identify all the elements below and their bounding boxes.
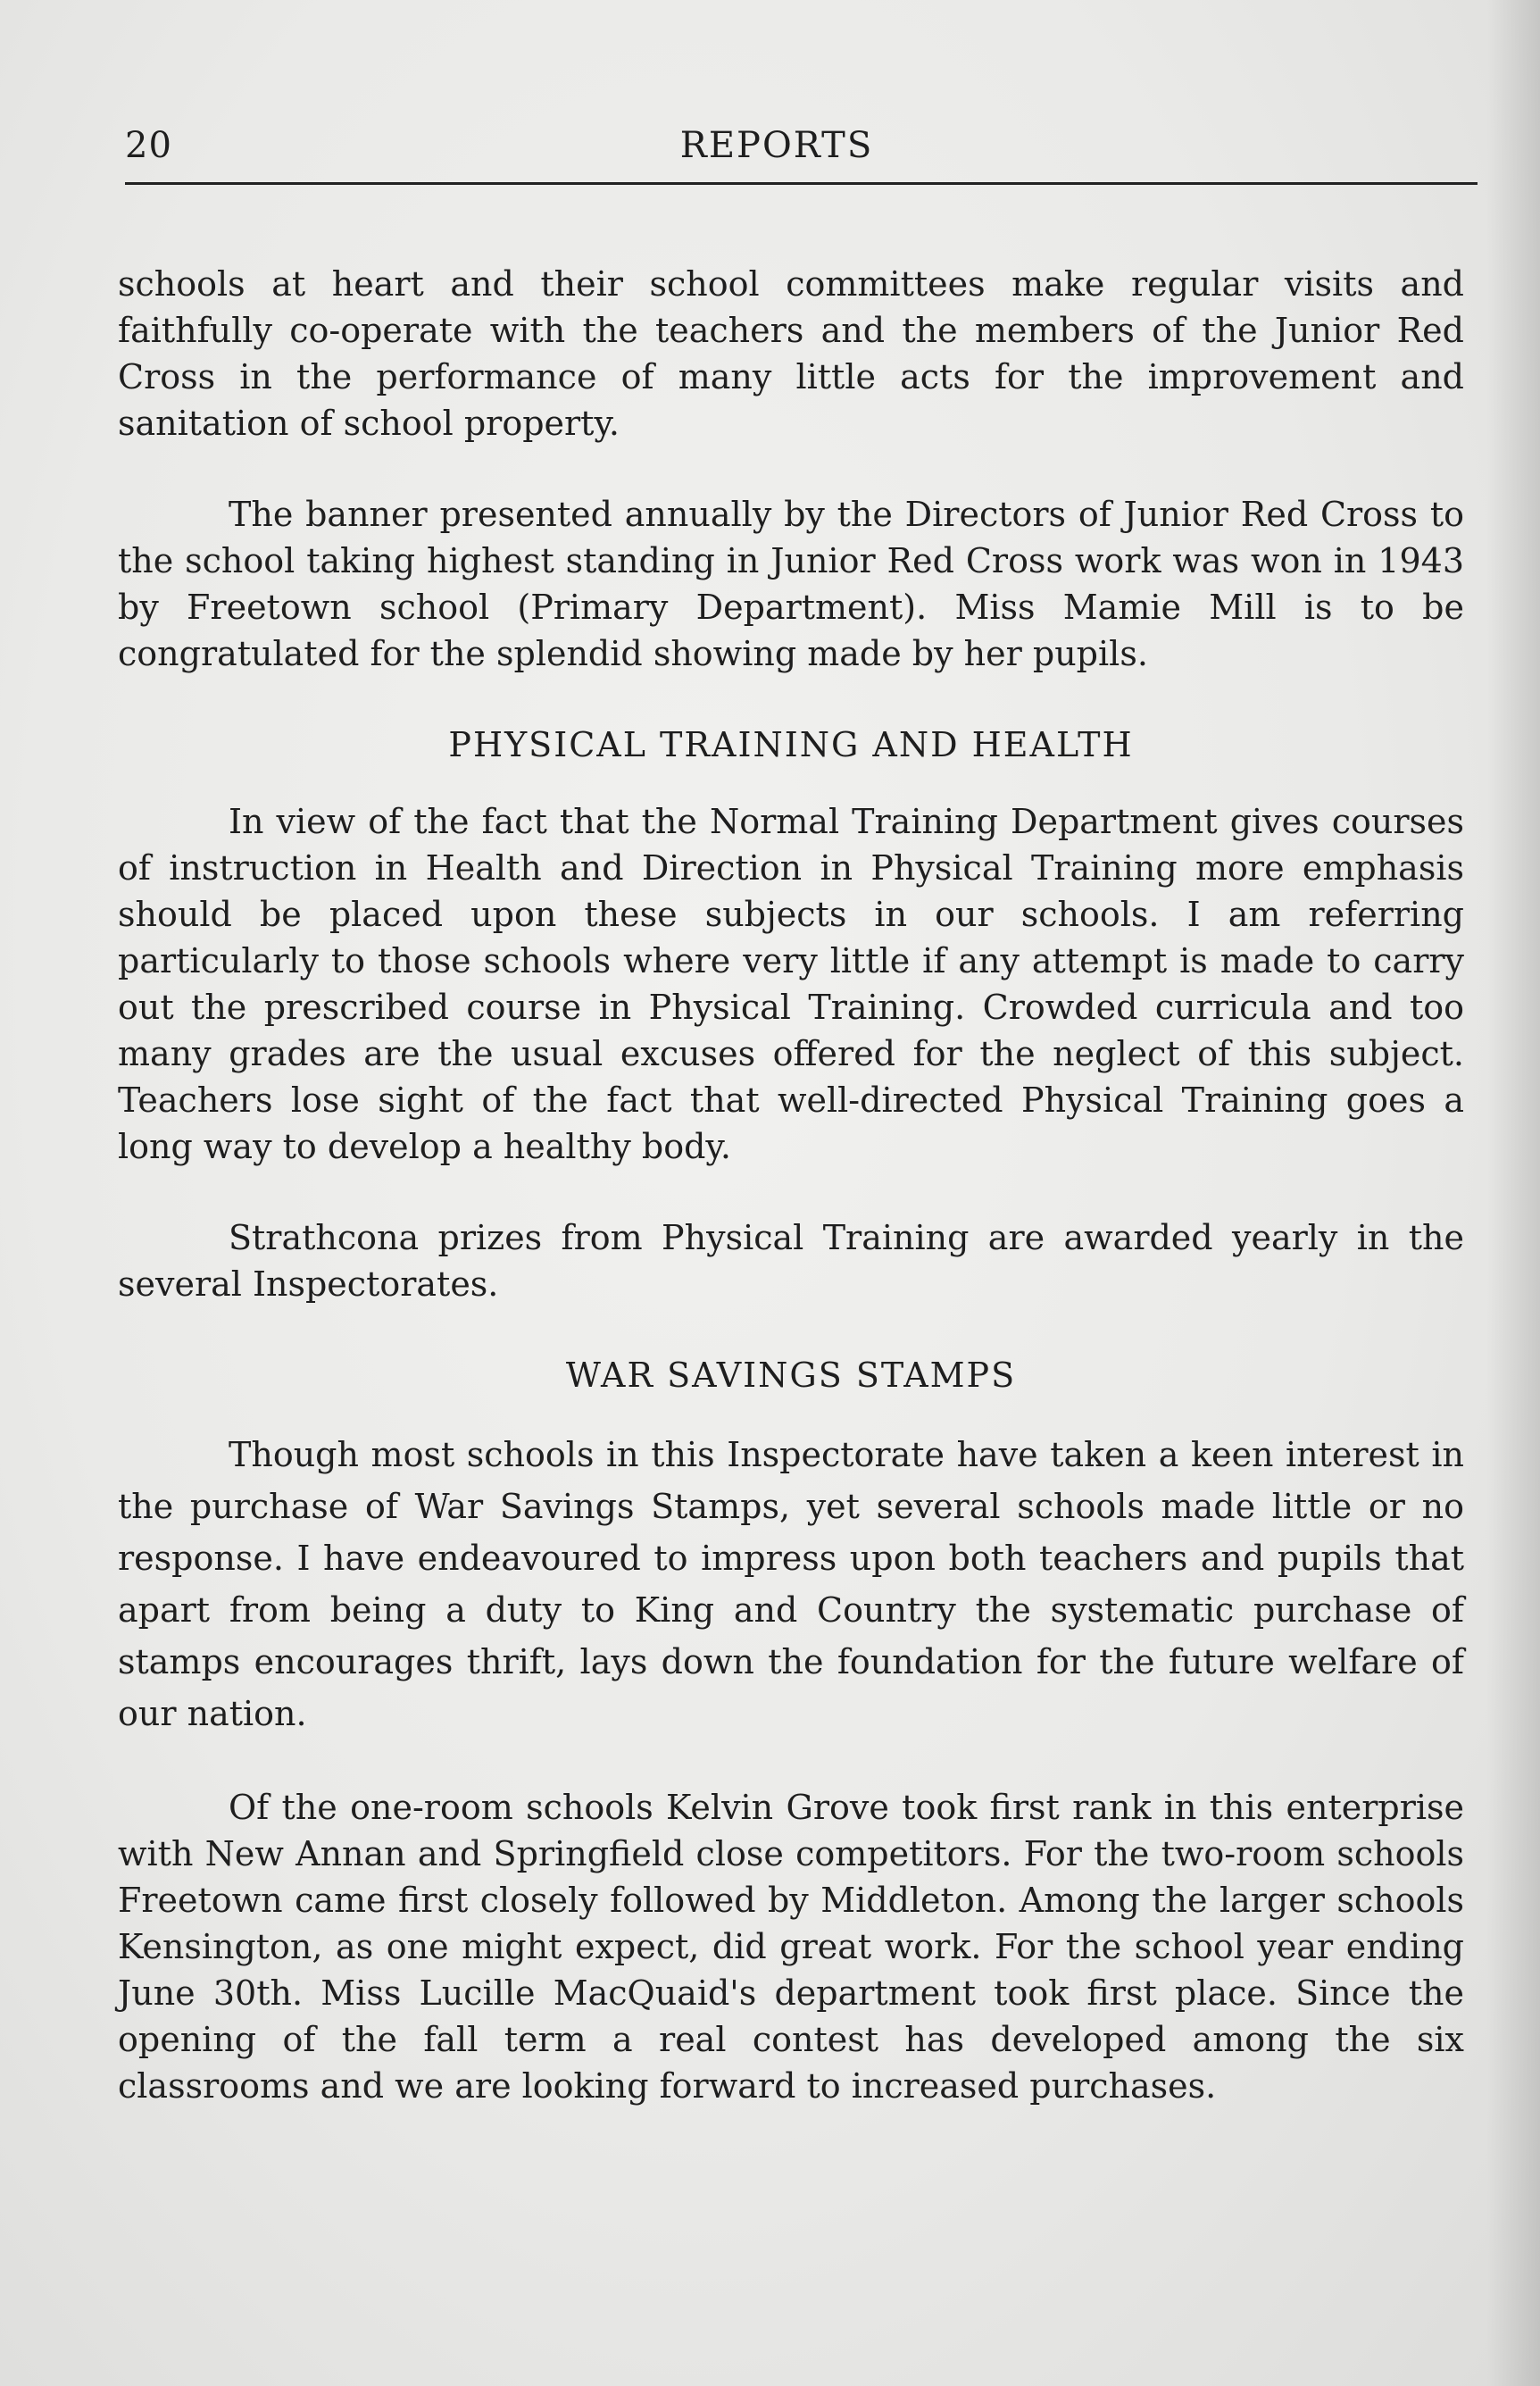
body-text — [118, 261, 1464, 2109]
paragraph-strathcona-prizes: Strathcona prizes from Physical Training are awarded yearly in the several Inspectorates. — [118, 1218, 1464, 1304]
paragraph-physical-training: In view of the fact that the Normal Training Department gives courses of instruction in Health and Direction in Physical Training more emphasis should be placed upon these subjects in our schools. I am referring particularly to those schools where very little if any attempt is made to carry out the prescribed course in Physical Training. Crowded curricula and too many grades are the usual excuses offered for the neglect of this subject. Teachers lose sight of the fact that well-directed Physical Training goes a long way to develop a healthy body. — [118, 802, 1464, 1166]
page-edge-shadow — [1486, 0, 1540, 2386]
paragraph-continuation: schools at heart and their school committees make regular visits and faithfully co-operate with the teachers and the members of the Junior Red Cross in the performance of many little acts for the improvement and sanitation of school property. — [118, 264, 1464, 443]
header-rule — [125, 182, 1478, 185]
paragraph-war-savings: Though most schools in this Inspectorate have taken a keen interest in the purchase of War Savings Stamps, yet several schools made little or no response. I have endeavoured to impress upon both teachers and pupils that apart from being a duty to King and Country the systematic purchase of stamps encourages thrift, lays down the foundation for the future welfare of our nation. — [118, 1435, 1464, 1733]
page-header — [125, 125, 1478, 188]
paragraph-school-rankings: Of the one-room schools Kelvin Grove took first rank in this enterprise with New Annan and Springfield close competitors. For the two-room schools Freetown came first closely followed by Middleton. Among the larger schools Kensington, as one might expect, did great work. For the school year ending June 30th. Miss Lucille MacQuaid's department took first place. Since the opening of the fall term a real contest has developed among the six classrooms and we are looking forward to increased purchases. — [118, 1788, 1464, 2106]
section-heading-war-savings: WAR SAVINGS STAMPS — [565, 1356, 1017, 1395]
paragraph-banner: The banner presented annually by the Directors of Junior Red Cross to the school taking highest standing in Junior Red Cross work was won in 1943 by Freetown school (Primary Department). Miss Mamie Mill is to be congratulated for the splendid showing made by her pupils. — [118, 495, 1464, 673]
section-heading-physical-training: PHYSICAL TRAINING AND HEALTH — [448, 725, 1134, 764]
page-number: 20 — [125, 125, 172, 166]
running-title: REPORTS — [679, 125, 874, 166]
